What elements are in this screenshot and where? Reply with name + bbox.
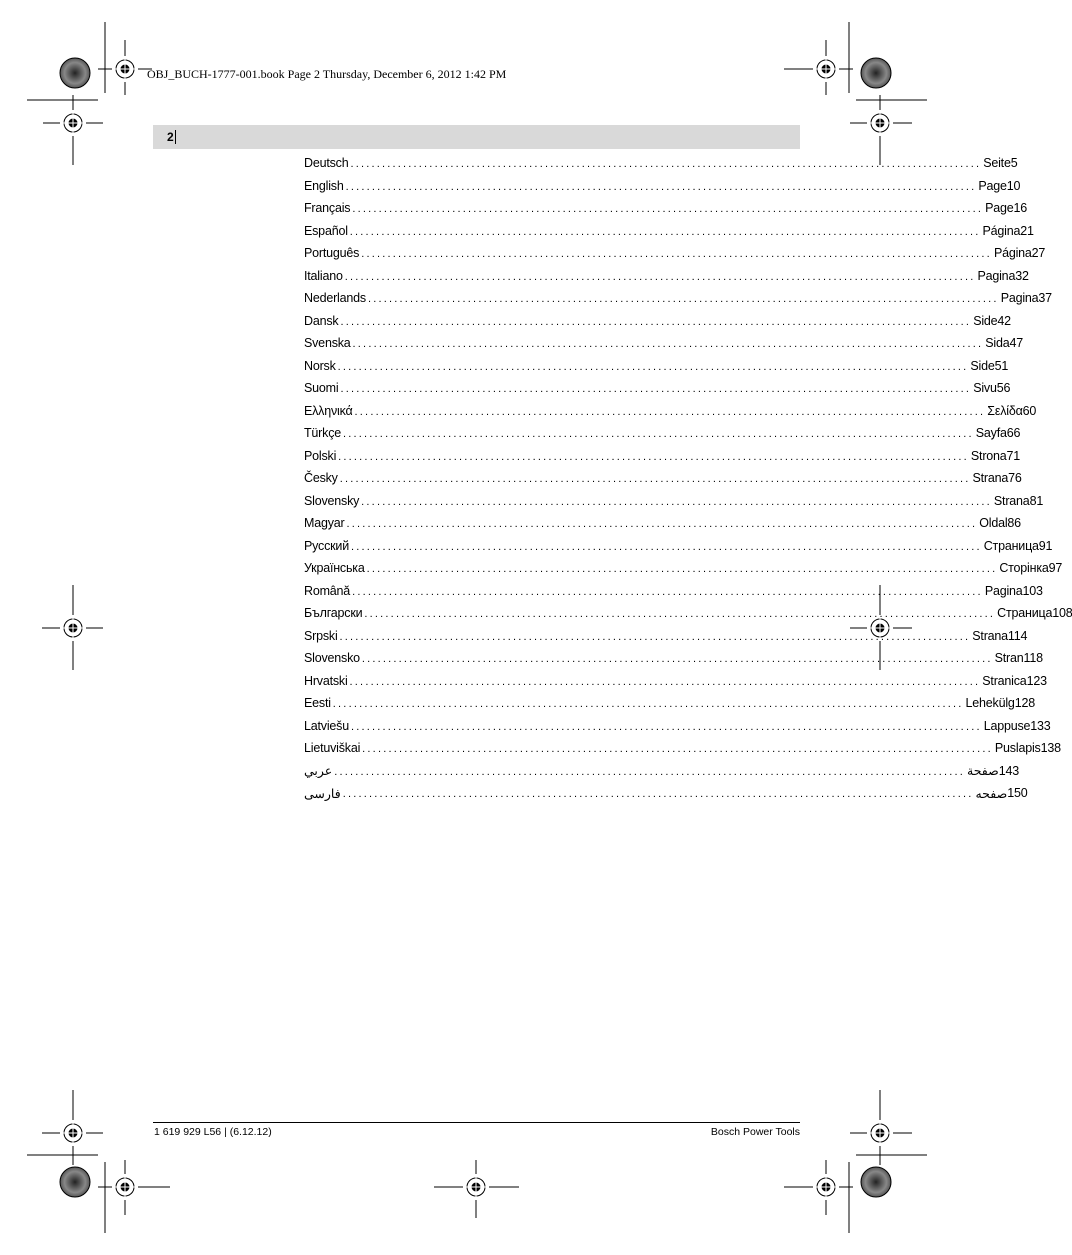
toc-page-label: Pagina [977,268,1016,283]
toc-entry [304,310,1011,333]
toc-dot-leader: ........................................................................................................................ [362,743,993,756]
toc-page-number: 118 [1023,651,1043,666]
toc-dot-leader: ........................................................................................................................ [350,158,982,171]
toc-page-number: 10 [1006,178,1021,193]
toc-page-label: Sayfa [975,426,1007,441]
toc-language: Latviešu [304,718,349,733]
toc-entry [304,175,1021,198]
toc-entry [304,670,1047,693]
toc-page-number: 133 [1030,718,1051,733]
toc-page-label: Page [978,178,1007,193]
toc-language: Български [304,606,363,621]
toc-page-label: Side [973,313,998,328]
toc-page-number: 76 [1008,471,1022,486]
toc-page-number: 97 [1048,561,1063,576]
toc-page-number: 16 [1013,201,1028,216]
toc-dot-leader: ........................................................................................................................ [352,585,983,598]
toc-dot-leader: ........................................................................................................................ [352,203,984,216]
toc-page-label: Pagina [1000,291,1039,306]
toc-entry [304,467,1022,490]
toc-page-number: 103 [1022,583,1043,598]
toc-page-label: Страница [983,538,1039,553]
toc-page-number: 27 [1031,246,1046,261]
toc-entry [304,422,1021,445]
registration-mark-left-middle [60,615,86,641]
footer-brand: Bosch Power Tools [710,1126,800,1138]
toc-language: Suomi [304,381,339,396]
toc-dot-leader: ........................................................................................................................ [339,630,971,643]
table-of-contents [304,152,1072,805]
toc-dot-leader: ........................................................................................................................ [346,518,978,531]
toc-entry [304,602,1072,625]
toc-language: فارسی [304,786,341,801]
toc-dot-leader: ........................................................................................................................ [361,653,993,666]
registration-mark-bottom-left [112,1174,138,1200]
toc-language: عربي [304,764,333,779]
toc-page-number: 128 [1014,696,1035,711]
toc-dot-leader: ........................................................................................................................ [345,180,977,193]
print-imprint: OBJ_BUCH-1777-001.book Page 2 Thursday, December 6, 2012 1:42 PM [147,67,507,81]
toc-dot-leader: ........................................................................................................................ [366,563,998,576]
toc-page-label: Oldal [979,516,1008,531]
toc-page-label: Sivu [973,381,997,396]
toc-entry [304,782,1028,805]
toc-page-number: 150 [1007,786,1028,801]
toc-language: Ελληνικά [304,403,353,418]
toc-language: Nederlands [304,291,366,306]
registration-mark-top-left [112,56,138,82]
toc-entry [304,355,1009,378]
toc-page-label: صفحه [975,786,1008,801]
toc-page-label: Страница [997,606,1053,621]
toc-page-label: Сторінка [999,561,1049,576]
footer-rule [153,1122,800,1123]
registration-mark-right-lower [867,1120,893,1146]
toc-dot-leader: ........................................................................................................................ [342,788,974,801]
registration-mark-right-upper [867,110,893,136]
toc-page-label: Seite [983,156,1011,171]
toc-page-number: 51 [994,358,1009,373]
toc-language: Română [304,583,351,598]
toc-language: Norsk [304,358,336,373]
toc-entry [304,445,1021,468]
toc-language: English [304,178,344,193]
toc-dot-leader: ........................................................................................................................ [349,675,981,688]
page-number: 2 [167,130,174,144]
toc-entry [304,737,1061,760]
toc-page-number: 86 [1007,516,1021,531]
toc-language: Italiano [304,268,343,283]
toc-entry [304,760,1019,783]
color-rosette-top-left [60,58,90,88]
toc-dot-leader: ........................................................................................................................ [350,540,982,553]
toc-page-label: Pagina [984,583,1023,598]
page-header [153,125,800,149]
toc-page-label: Stran [994,651,1024,666]
registration-mark-left-upper [60,110,86,136]
toc-entry [304,692,1035,715]
toc-dot-leader: ........................................................................................................................ [352,338,984,351]
toc-page-number: 47 [1009,336,1024,351]
toc-language: Deutsch [304,156,349,171]
color-rosette-top-right [861,58,891,88]
footer-document-number: 1 619 929 L56 | (6.12.12) [154,1126,272,1138]
toc-entry [304,377,1011,400]
toc-language: Українська [304,561,365,576]
registration-mark-top-right [813,56,839,82]
registration-mark-bottom-right [813,1174,839,1200]
toc-entry [304,220,1034,243]
toc-entry [304,490,1044,513]
toc-page-label: Strona [970,448,1007,463]
toc-language: Srpski [304,628,338,643]
toc-page-number: 37 [1038,291,1052,306]
toc-page-label: Página [982,223,1021,238]
toc-language: Español [304,223,348,238]
toc-page-label: Página [993,246,1032,261]
toc-entry [304,152,1018,175]
toc-page-number: 56 [996,381,1011,396]
toc-page-number: 123 [1026,673,1047,688]
toc-dot-leader: ........................................................................................................................ [337,360,969,373]
toc-page-number: 60 [1022,403,1037,418]
toc-page-label: Lehekülg [965,696,1015,711]
toc-language: Português [304,246,360,261]
toc-dot-leader: ........................................................................................................................ [350,720,982,733]
toc-dot-leader: ........................................................................................................................ [340,383,972,396]
toc-language: Français [304,201,351,216]
toc-entry [304,265,1029,288]
toc-entry [304,197,1028,220]
toc-dot-leader: ........................................................................................................................ [364,608,996,621]
toc-page-label: صفحة [967,764,999,779]
toc-language: Türkçe [304,426,342,441]
toc-language: Slovensko [304,651,360,666]
toc-page-label: Page [985,201,1014,216]
toc-dot-leader: ........................................................................................................................ [354,405,986,418]
toc-entry [304,400,1037,423]
toc-language: Polski [304,448,337,463]
toc-page-number: 138 [1040,741,1061,756]
toc-language: Русский [304,538,349,553]
toc-language: Magyar [304,516,345,531]
toc-page-label: Strana [972,628,1008,643]
toc-page-number: 66 [1006,426,1021,441]
toc-dot-leader: ........................................................................................................................ [361,495,992,508]
toc-entry [304,625,1028,648]
toc-page-label: Stranica [982,673,1027,688]
toc-entry [304,242,1046,265]
toc-dot-leader: ........................................................................................................................ [343,428,974,441]
toc-page-number: 71 [1006,448,1021,463]
toc-page-number: 42 [997,313,1011,328]
toc-page-number: 108 [1052,606,1072,621]
toc-dot-leader: ........................................................................................................................ [332,698,964,711]
toc-page-label: Sida [985,336,1010,351]
toc-language: Slovensky [304,493,360,508]
registration-mark-bottom-center [463,1174,489,1200]
registration-mark-left-lower [60,1120,86,1146]
toc-page-number: 114 [1007,628,1028,643]
toc-entry [304,512,1021,535]
toc-entry [304,647,1043,670]
toc-dot-leader: ........................................................................................................................ [340,315,972,328]
toc-page-number: 143 [998,763,1019,778]
color-rosette-bottom-right [861,1167,891,1197]
toc-page-label: Strana [993,493,1030,508]
toc-page-label: Side [970,358,995,373]
toc-page-number: 5 [1010,156,1018,171]
toc-language: Eesti [304,696,331,711]
toc-page-label: Strana [972,471,1009,486]
toc-page-label: Puslapis [994,741,1041,756]
toc-entry [304,332,1024,355]
toc-entry [304,287,1052,310]
toc-page-number: 91 [1038,538,1053,553]
toc-language: Dansk [304,313,339,328]
toc-dot-leader: ........................................................................................................................ [334,765,966,778]
toc-dot-leader: ........................................................................................................................ [344,270,976,283]
toc-dot-leader: ........................................................................................................................ [349,225,981,238]
toc-dot-leader: ........................................................................................................................ [338,450,969,463]
color-rosette-bottom-left [60,1167,90,1197]
toc-dot-leader: ........................................................................................................................ [339,473,971,486]
header-separator [175,130,176,144]
toc-language: Česky [304,471,338,486]
toc-page-label: Σελίδα [987,403,1023,418]
toc-page-label: Lappuse [983,718,1031,733]
toc-entry [304,715,1051,738]
toc-entry [304,535,1053,558]
toc-dot-leader: ........................................................................................................................ [361,248,992,261]
toc-language: Lietuviškai [304,741,361,756]
toc-entry [304,557,1063,580]
toc-page-number: 81 [1029,493,1044,508]
toc-page-number: 21 [1020,223,1034,238]
toc-language: Svenska [304,336,351,351]
toc-language: Hrvatski [304,673,348,688]
toc-dot-leader: ........................................................................................................................ [367,293,999,306]
toc-entry [304,580,1043,603]
toc-page-number: 32 [1015,268,1029,283]
